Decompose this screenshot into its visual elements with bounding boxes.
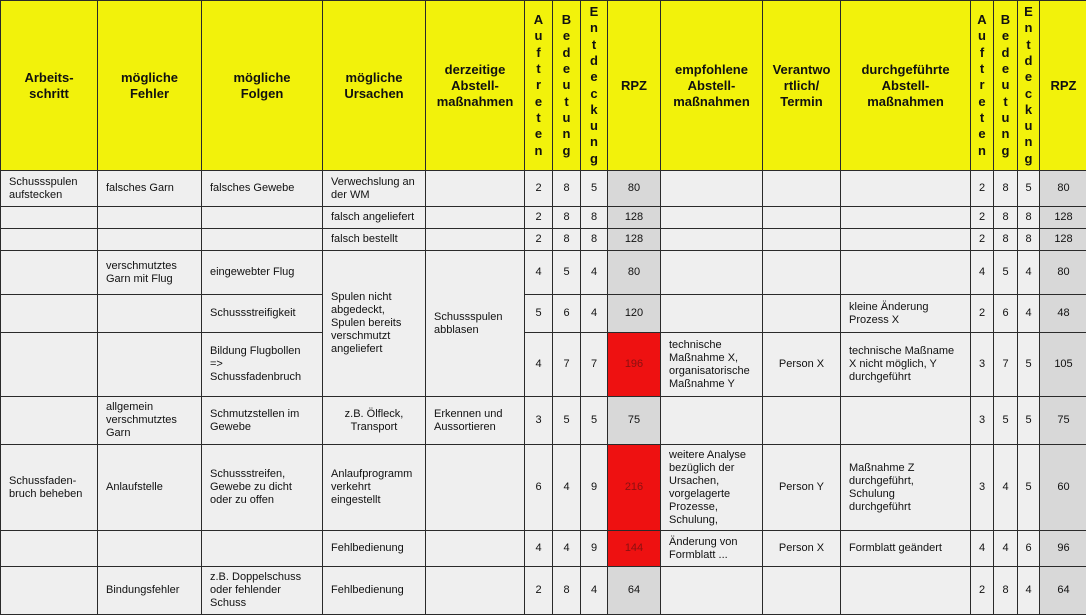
cell-derzeitige-merged: Schussspulen abblasen xyxy=(426,251,525,397)
cell-bedeutung: 6 xyxy=(553,295,581,333)
cell-ursachen: falsch angeliefert xyxy=(323,207,426,229)
vertical-letter: n xyxy=(1025,20,1033,36)
cell-durchgefuehrte: kleine Änderung Prozess X xyxy=(841,295,971,333)
cell-bedeutung: 7 xyxy=(553,333,581,397)
cell-auftreten: 2 xyxy=(525,229,553,251)
vertical-letter: e xyxy=(1002,61,1009,77)
cell-empfohlene xyxy=(661,397,763,445)
vertical-letter: t xyxy=(536,110,540,126)
cell-fehler: verschmutztes Garn mit Flug xyxy=(98,251,202,295)
cell-durchgefuehrte: Formblatt geändert xyxy=(841,531,971,567)
cell-auftreten-2: 3 xyxy=(971,445,994,531)
cell-rpz: 128 xyxy=(608,207,661,229)
cell-derzeitige xyxy=(426,171,525,207)
cell-bedeutung: 8 xyxy=(553,567,581,615)
cell-empfohlene: weitere Analyse bezüglich der Ursachen, vorgelagerte Prozesse, Schulung, xyxy=(661,445,763,531)
cell-fehler xyxy=(98,333,202,397)
cell-entdeckung-2: 8 xyxy=(1018,207,1040,229)
cell-empfohlene xyxy=(661,295,763,333)
vertical-letter: d xyxy=(590,53,598,69)
cell-entdeckung-2: 4 xyxy=(1018,567,1040,615)
table-row xyxy=(1,567,1086,615)
cell-auftreten-2: 3 xyxy=(971,397,994,445)
vertical-letter: u xyxy=(1025,118,1033,134)
vertical-letter: E xyxy=(590,4,599,20)
vertical-letter: f xyxy=(980,45,984,61)
cell-fehler xyxy=(98,531,202,567)
cell-folgen: Schussstreifen, Gewebe zu dicht oder zu offen xyxy=(202,445,323,531)
cell-entdeckung-2: 8 xyxy=(1018,229,1040,251)
header-fehler: mögliche Fehler xyxy=(98,1,202,171)
vertical-letter: n xyxy=(978,143,986,159)
cell-durchgefuehrte xyxy=(841,567,971,615)
vertical-letter: d xyxy=(1002,45,1010,61)
header-row xyxy=(1,1,1086,171)
cell-durchgefuehrte: technische Maßname X nicht möglich, Y durchgeführt xyxy=(841,333,971,397)
header-auftreten-2 xyxy=(971,1,994,171)
vertical-letter: n xyxy=(563,126,571,142)
cell-arbeitsschritt xyxy=(1,397,98,445)
cell-ursachen: Verwechslung an der WM xyxy=(323,171,426,207)
cell-auftreten-2: 2 xyxy=(971,207,994,229)
cell-verantwortlich xyxy=(763,567,841,615)
cell-rpz-2: 64 xyxy=(1040,567,1086,615)
cell-bedeutung: 8 xyxy=(553,229,581,251)
vertical-letter: k xyxy=(1025,102,1032,118)
header-arbeitsschritt: Arbeits- schritt xyxy=(1,1,98,171)
cell-ursachen: Anlaufprogramm verkehrt eingestellt xyxy=(323,445,426,531)
vertical-letter: e xyxy=(535,94,542,110)
cell-folgen: Schussstreifigkeit xyxy=(202,295,323,333)
vertical-letter: t xyxy=(980,61,984,77)
cell-durchgefuehrte xyxy=(841,397,971,445)
cell-bedeutung-2: 5 xyxy=(994,251,1018,295)
vertical-letter: u xyxy=(1002,110,1010,126)
header-derzeitige: derzeitige Abstell- maßnahmen xyxy=(426,1,525,171)
vertical-letter: t xyxy=(980,110,984,126)
cell-auftreten: 2 xyxy=(525,207,553,229)
vertical-letter: g xyxy=(1025,151,1033,167)
vertical-letter: t xyxy=(1026,37,1030,53)
vertical-letter: r xyxy=(979,77,984,93)
header-verantwortlich: Verantwo rtlich/ Termin xyxy=(763,1,841,171)
header-durchgefuehrte: durchgeführte Abstell- maßnahmen xyxy=(841,1,971,171)
cell-rpz-2: 48 xyxy=(1040,295,1086,333)
table-row xyxy=(1,251,1086,295)
cell-rpz: 80 xyxy=(608,251,661,295)
cell-durchgefuehrte xyxy=(841,251,971,295)
vertical-letter: n xyxy=(1025,134,1033,150)
cell-verantwortlich xyxy=(763,171,841,207)
cell-auftreten: 2 xyxy=(525,171,553,207)
cell-derzeitige: Erkennen und Aussortieren xyxy=(426,397,525,445)
vertical-letter: e xyxy=(563,28,570,44)
cell-ursachen: Fehlbedienung xyxy=(323,567,426,615)
cell-entdeckung-2: 5 xyxy=(1018,397,1040,445)
vertical-letter: t xyxy=(536,61,540,77)
vertical-letter: e xyxy=(590,69,597,85)
vertical-letter: d xyxy=(563,45,571,61)
cell-folgen: Schmutzstellen im Gewebe xyxy=(202,397,323,445)
cell-bedeutung-2: 4 xyxy=(994,531,1018,567)
cell-entdeckung-2: 5 xyxy=(1018,171,1040,207)
cell-derzeitige xyxy=(426,531,525,567)
cell-durchgefuehrte xyxy=(841,207,971,229)
cell-rpz: 64 xyxy=(608,567,661,615)
cell-entdeckung: 8 xyxy=(581,229,608,251)
cell-ursachen: Fehlbedienung xyxy=(323,531,426,567)
cell-empfohlene xyxy=(661,171,763,207)
cell-auftreten: 5 xyxy=(525,295,553,333)
cell-verantwortlich xyxy=(763,229,841,251)
cell-durchgefuehrte xyxy=(841,229,971,251)
header-entdeckung-2 xyxy=(1018,1,1040,171)
vertical-letter: u xyxy=(1002,77,1010,93)
cell-durchgefuehrte xyxy=(841,171,971,207)
cell-folgen xyxy=(202,229,323,251)
cell-empfohlene xyxy=(661,251,763,295)
cell-rpz-2: 105 xyxy=(1040,333,1086,397)
vertical-letter: A xyxy=(534,12,543,28)
cell-auftreten: 4 xyxy=(525,333,553,397)
cell-bedeutung-2: 7 xyxy=(994,333,1018,397)
vertical-letter: A xyxy=(977,12,986,28)
cell-rpz-2: 80 xyxy=(1040,251,1086,295)
cell-empfohlene: Änderung von Formblatt ... xyxy=(661,531,763,567)
cell-auftreten: 4 xyxy=(525,251,553,295)
cell-bedeutung-2: 4 xyxy=(994,445,1018,531)
cell-auftreten: 3 xyxy=(525,397,553,445)
cell-empfohlene: technische Maßnahme X, organisatorische Maßnahme Y xyxy=(661,333,763,397)
cell-arbeitsschritt xyxy=(1,333,98,397)
vertical-letter: n xyxy=(590,134,598,150)
vertical-letter: e xyxy=(978,94,985,110)
vertical-letter: u xyxy=(563,110,571,126)
cell-verantwortlich: Person X xyxy=(763,531,841,567)
vertical-letter: e xyxy=(1002,28,1009,44)
cell-derzeitige xyxy=(426,229,525,251)
vertical-letter: r xyxy=(536,77,541,93)
cell-auftreten-2: 4 xyxy=(971,251,994,295)
cell-empfohlene xyxy=(661,207,763,229)
header-folgen: mögliche Folgen xyxy=(202,1,323,171)
cell-rpz-2: 96 xyxy=(1040,531,1086,567)
cell-auftreten: 4 xyxy=(525,531,553,567)
cell-arbeitsschritt xyxy=(1,295,98,333)
vertical-letter: g xyxy=(590,151,598,167)
cell-verantwortlich: Person Y xyxy=(763,445,841,531)
cell-bedeutung: 8 xyxy=(553,207,581,229)
cell-bedeutung: 5 xyxy=(553,251,581,295)
cell-arbeitsschritt: Schussspulen aufstecken xyxy=(1,171,98,207)
cell-rpz-critical: 196 xyxy=(608,333,661,397)
cell-durchgefuehrte: Maßnahme Z durchgeführt, Schulung durchgeführt xyxy=(841,445,971,531)
vertical-letter: t xyxy=(1003,94,1007,110)
cell-auftreten-2: 2 xyxy=(971,567,994,615)
vertical-letter: c xyxy=(1025,86,1032,102)
cell-fehler xyxy=(98,295,202,333)
cell-bedeutung-2: 8 xyxy=(994,229,1018,251)
cell-bedeutung: 5 xyxy=(553,397,581,445)
table-row xyxy=(1,333,1086,397)
table-row xyxy=(1,171,1086,207)
cell-bedeutung: 4 xyxy=(553,445,581,531)
cell-rpz: 128 xyxy=(608,229,661,251)
cell-bedeutung: 8 xyxy=(553,171,581,207)
cell-entdeckung: 9 xyxy=(581,445,608,531)
cell-folgen: Bildung Flugbollen => Schussfadenbruch xyxy=(202,333,323,397)
cell-auftreten-2: 2 xyxy=(971,171,994,207)
cell-entdeckung: 7 xyxy=(581,333,608,397)
cell-arbeitsschritt: Schussfaden- bruch beheben xyxy=(1,445,98,531)
cell-entdeckung: 5 xyxy=(581,171,608,207)
cell-entdeckung-2: 5 xyxy=(1018,333,1040,397)
cell-entdeckung: 8 xyxy=(581,207,608,229)
vertical-letter: u xyxy=(590,118,598,134)
cell-entdeckung: 5 xyxy=(581,397,608,445)
vertical-letter: e xyxy=(978,126,985,142)
header-rpz: RPZ xyxy=(608,1,661,171)
cell-entdeckung-2: 6 xyxy=(1018,531,1040,567)
vertical-letter: t xyxy=(564,94,568,110)
vertical-letter: n xyxy=(535,143,543,159)
cell-ursachen: falsch bestellt xyxy=(323,229,426,251)
vertical-letter: e xyxy=(535,126,542,142)
table-row xyxy=(1,445,1086,531)
cell-folgen xyxy=(202,531,323,567)
header-ursachen: mögliche Ursachen xyxy=(323,1,426,171)
cell-rpz: 120 xyxy=(608,295,661,333)
cell-entdeckung: 4 xyxy=(581,567,608,615)
cell-verantwortlich xyxy=(763,207,841,229)
cell-verantwortlich: Person X xyxy=(763,333,841,397)
table-row xyxy=(1,295,1086,333)
cell-rpz-critical: 144 xyxy=(608,531,661,567)
cell-empfohlene xyxy=(661,567,763,615)
cell-fehler: falsches Garn xyxy=(98,171,202,207)
cell-fehler xyxy=(98,229,202,251)
cell-arbeitsschritt xyxy=(1,567,98,615)
cell-ursachen-merged: Spulen nicht abgedeckt, Spulen bereits verschmutzt angeliefert xyxy=(323,251,426,397)
vertical-letter: u xyxy=(535,28,543,44)
header-empfohlene: empfohlene Abstell- maßnahmen xyxy=(661,1,763,171)
cell-auftreten-2: 4 xyxy=(971,531,994,567)
cell-bedeutung-2: 8 xyxy=(994,171,1018,207)
vertical-letter: f xyxy=(536,45,540,61)
cell-folgen: falsches Gewebe xyxy=(202,171,323,207)
cell-rpz-2: 128 xyxy=(1040,207,1086,229)
cell-fehler: Bindungsfehler xyxy=(98,567,202,615)
cell-derzeitige xyxy=(426,207,525,229)
vertical-letter: n xyxy=(1002,126,1010,142)
cell-folgen: eingewebter Flug xyxy=(202,251,323,295)
cell-auftreten-2: 2 xyxy=(971,229,994,251)
header-rpz-2: RPZ xyxy=(1040,1,1086,171)
vertical-letter: c xyxy=(590,86,597,102)
cell-derzeitige xyxy=(426,445,525,531)
cell-rpz: 75 xyxy=(608,397,661,445)
cell-fehler: allgemein verschmutztes Garn xyxy=(98,397,202,445)
vertical-letter: n xyxy=(590,20,598,36)
cell-bedeutung-2: 8 xyxy=(994,567,1018,615)
cell-fehler xyxy=(98,207,202,229)
cell-rpz-2: 128 xyxy=(1040,229,1086,251)
cell-rpz-2: 75 xyxy=(1040,397,1086,445)
table-row xyxy=(1,207,1086,229)
cell-entdeckung-2: 4 xyxy=(1018,295,1040,333)
cell-rpz-2: 60 xyxy=(1040,445,1086,531)
cell-auftreten-2: 2 xyxy=(971,295,994,333)
vertical-letter: k xyxy=(590,102,597,118)
cell-verantwortlich xyxy=(763,295,841,333)
cell-entdeckung-2: 4 xyxy=(1018,251,1040,295)
cell-fehler: Anlaufstelle xyxy=(98,445,202,531)
cell-auftreten-2: 3 xyxy=(971,333,994,397)
vertical-letter: g xyxy=(563,143,571,159)
table-row xyxy=(1,397,1086,445)
cell-auftreten: 2 xyxy=(525,567,553,615)
cell-arbeitsschritt xyxy=(1,207,98,229)
cell-arbeitsschritt xyxy=(1,251,98,295)
vertical-letter: g xyxy=(1002,143,1010,159)
cell-verantwortlich xyxy=(763,251,841,295)
table-row xyxy=(1,531,1086,567)
vertical-letter: t xyxy=(592,37,596,53)
cell-bedeutung: 4 xyxy=(553,531,581,567)
cell-folgen: z.B. Doppelschuss oder fehlender Schuss xyxy=(202,567,323,615)
cell-bedeutung-2: 6 xyxy=(994,295,1018,333)
header-entdeckung xyxy=(581,1,608,171)
cell-rpz: 80 xyxy=(608,171,661,207)
vertical-letter: e xyxy=(563,61,570,77)
header-bedeutung-2 xyxy=(994,1,1018,171)
cell-derzeitige xyxy=(426,567,525,615)
cell-verantwortlich xyxy=(763,397,841,445)
cell-ursachen: z.B. Ölfleck, Transport xyxy=(323,397,426,445)
vertical-letter: B xyxy=(562,12,571,28)
header-auftreten xyxy=(525,1,553,171)
cell-empfohlene xyxy=(661,229,763,251)
cell-bedeutung-2: 5 xyxy=(994,397,1018,445)
cell-folgen xyxy=(202,207,323,229)
cell-arbeitsschritt xyxy=(1,229,98,251)
table-row xyxy=(1,229,1086,251)
cell-entdeckung: 4 xyxy=(581,251,608,295)
cell-rpz-critical: 216 xyxy=(608,445,661,531)
cell-entdeckung: 4 xyxy=(581,295,608,333)
cell-arbeitsschritt xyxy=(1,531,98,567)
header-bedeutung xyxy=(553,1,581,171)
cell-entdeckung-2: 5 xyxy=(1018,445,1040,531)
cell-auftreten: 6 xyxy=(525,445,553,531)
cell-entdeckung: 9 xyxy=(581,531,608,567)
vertical-letter: E xyxy=(1024,4,1033,20)
vertical-letter: u xyxy=(978,28,986,44)
vertical-letter: e xyxy=(1025,69,1032,85)
cell-rpz-2: 80 xyxy=(1040,171,1086,207)
vertical-letter: u xyxy=(563,77,571,93)
vertical-letter: B xyxy=(1001,12,1010,28)
cell-bedeutung-2: 8 xyxy=(994,207,1018,229)
vertical-letter: d xyxy=(1025,53,1033,69)
